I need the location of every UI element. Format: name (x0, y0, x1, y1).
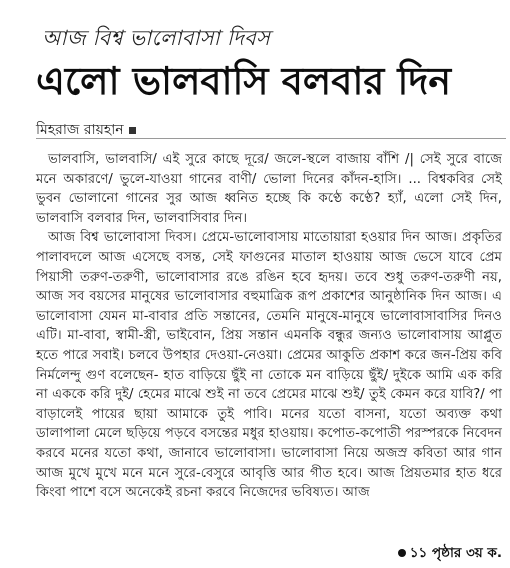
bullet-icon (398, 549, 406, 557)
continuation-text: ১১ পৃষ্ঠার ৩য় ক. (409, 545, 502, 561)
paragraph: আজ বিশ্ব ভালোবাসা দিবস। প্রেমে-ভালোবাসায় মাতোয়ারা হওয়ার দিন আজ। প্রকৃতির পালাবদলে আজ এসেছে বসন্ত, সেই ফাগুনের মাতাল হাওয়ায় আজ ভেসে যাবে প্রেম পিয়াসী তরুণ-তরুণী, ভালোবাসার রঙে রঙিন হবে হৃদয়। তবে শুধু তরুণ-তরুণী নয়, আজ সব বয়সের মানুষের ভালোবাসার বহুমাত্রিক রূপ প্রকাশের আনুষ্ঠানিক দিন আজ। এ ভালোবাসা যেমন মা-বাবার প্রতি সন্তানের, তেমনি মানুষে-মানুষে ভালোবাসাবাসির দিনও এটি। মা-বাবা, স্বামী-স্ত্রী, ভাইবোন, প্রিয় সন্তান এমনকি বন্ধুর জন্যও ভালোবাসায় আপ্লুত হতে পারে সবাই। চলবে উপহার দেওয়া-নেওয়া। প্রেমের আকুতি প্রকাশ করে জন-প্রিয় কবি নির্মলেন্দু গুণ বলেছেন- হাত বাড়িয়ে ছুঁই না তোকে মন বাড়িয়ে ছুঁই/ দুইকে আমি এক করি না এককে করি দুই/ হেমের মাঝে শুই না তবে প্রেমের মাঝে শুই/ তুই কেমন করে যাবি?/ পা বাড়ালেই পায়ের ছায়া আমাকে তুই পাবি। মনের যতো বাসনা, যতো অব্যক্ত কথা ডালাপালা মেলে ছড়িয়ে পড়বে বসন্তের মধুর হাওয়ায়। কপোত-কপোতী পরস্পরকে নিবেদন করবে মনের যতো কথা, জানাবে ভালোবাসা। ভালোবাসা নিয়ে অজস্র কবিতা আর গান আজ মুখে মুখে মনে মনে সুরে-বেসুরে আবৃত্তি আর গীত হবে। আজ প্রিয়তমার হাত ধরে কিংবা পাশে বসে অনেকেই রচনা করবে নিজেদের ভবিষ্যত। আজ (36, 230, 502, 501)
headline: এলো ভালবাসি বলবার দিন (36, 59, 452, 103)
author-name: মিহরাজ রায়হান (36, 122, 124, 138)
divider (36, 138, 506, 139)
paragraph: ভালবাসি, ভালবাসি/ এই সুরে কাছে দূরে/ জলে-স্থলে বাজায় বাঁশি /| সেই সুরে বাজে মনে অকারণে/ ভুলে-যাওয়া গানের বাণী/ ভোলা দিনের কাঁদন-হাসি। ... বিশ্বকবির সেই ভুবন ভোলানো গানের সুর আজ ধ্বনিত হচ্ছে কি কণ্ঠে কণ্ঠে? হ্যাঁ, এলো সেই দিন, ভালবাসি বলবার দিন, ভালবাসিবার দিন। (36, 152, 502, 226)
article-body (36, 150, 502, 503)
byline-square-icon (129, 127, 136, 134)
continuation-link[interactable] (398, 542, 502, 565)
kicker: আজ বিশ্ব ভালোবাসা দিবস (42, 26, 271, 50)
